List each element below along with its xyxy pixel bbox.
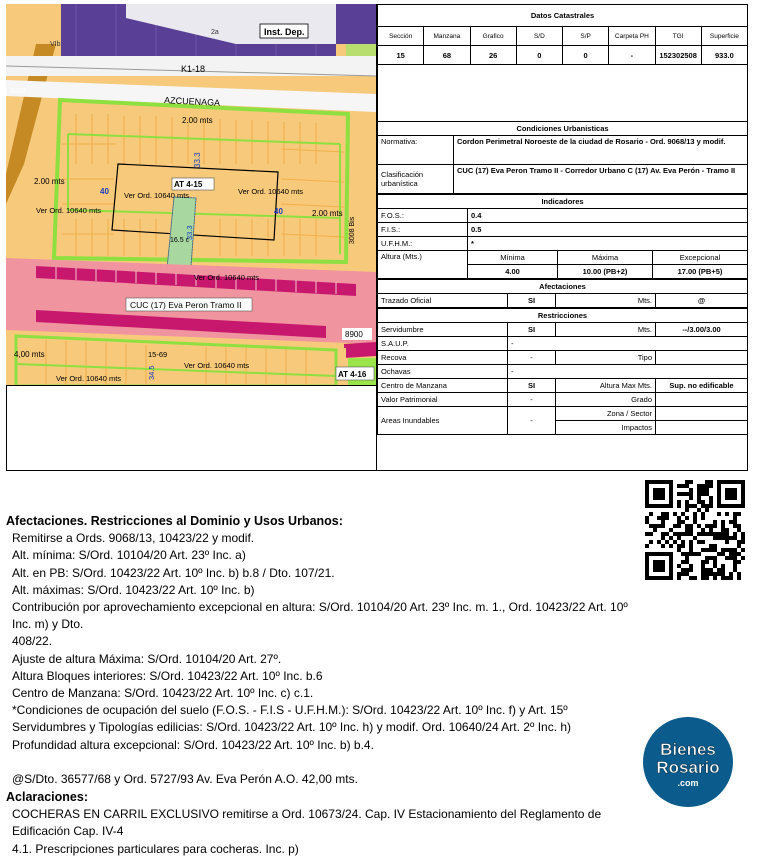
catastral-title: Datos Catastrales (378, 4, 748, 27)
tipo-value (656, 351, 748, 365)
cat-header: S/D (516, 27, 562, 46)
logo-line2: Rosario (656, 758, 720, 777)
label-ver-ord-mid: Ver Ord. 10640 mts (194, 273, 260, 282)
trazado-mts-label: Mts. (556, 294, 656, 308)
fos-value: 0.4 (468, 209, 748, 223)
note-line: Alt. mínima: S/Ord. 10104/20 Art. 23º Inc. a) (12, 548, 246, 563)
label-3008-bis: 3008 Bis (349, 216, 356, 244)
label-2a: 2a (211, 29, 219, 36)
serv-mts-value: --/3.00/3.00 (656, 323, 748, 337)
cat-value: 933.0 (701, 46, 747, 65)
clasif-label-2: urbanística (381, 179, 418, 188)
note-line: Contribución por aprovechamiento excepcional en altura: S/Ord. 10104/20 Art. 23º Inc. m. 1., Ord. 10423/22 Art. 10º Inc. m) y Dto. (12, 600, 628, 632)
label-inst-dep: Inst. Dep. (264, 27, 305, 37)
cat-value: 0 (516, 46, 562, 65)
vp-value: - (508, 393, 556, 407)
cadastral-data-panel (377, 4, 748, 435)
dto-line: @S/Dto. 36577/68 y Ord. 5727/93 Av. Eva Perón A.O. 42,00 mts. (12, 771, 358, 786)
trazado-mts-value: @ (656, 294, 748, 308)
note-line: Ajuste de altura Máxima: S/Ord. 10104/20 Art. 27º. (12, 651, 282, 666)
label-2mts-right: 2.00 mts (312, 209, 343, 218)
label-ver-ord-bottom: Ver Ord. 10640 mts (184, 361, 250, 370)
note-line: 408/22. (12, 634, 53, 649)
qr-code[interactable] (645, 480, 745, 580)
logo-line3: .com (677, 778, 699, 788)
label-cuc: CUC (17) Eva Peron Tramo II (130, 300, 242, 310)
street-azcuenaga: AZCUENAGA (163, 95, 221, 108)
label-ver-ord-left: Ver Ord. 10640 mts (36, 206, 102, 215)
cat-value: - (609, 46, 655, 65)
cat-header: TGI (655, 27, 701, 46)
ufhm-label: U.F.H.M.: (378, 237, 468, 251)
altura-exc-value: 17.00 (PB+5) (653, 265, 748, 279)
impactos-label: Impactos (556, 421, 656, 435)
altura-label: Altura (Mts.) (378, 251, 468, 279)
tipo-label: Tipo (556, 351, 656, 365)
cm-label: Centro de Manzana (378, 379, 508, 393)
logo-line1: Bienes (660, 740, 716, 759)
label-vib: VIb (50, 41, 61, 48)
ochavas-value: - (508, 365, 748, 379)
restricciones-table (377, 308, 748, 435)
label-34-5: 34.5 (147, 365, 156, 380)
cat-header: S/P (563, 27, 609, 46)
cat-value: 152302508 (655, 46, 701, 65)
restricciones-title: Restricciones (378, 309, 748, 323)
label-2mts-left: 2.00 mts (34, 177, 65, 186)
grado-label: Grado (556, 393, 656, 407)
clasif-value: CUC (17) Eva Peron Tramo II - Corredor Urbano C (17) Av. Eva Perón - Tramo II (454, 165, 748, 194)
label-33-3: 33.3 (193, 152, 202, 168)
cat-value: 15 (378, 46, 424, 65)
clasif-label-1: Clasificación (381, 170, 424, 179)
fos-label: F.O.S.: (378, 209, 468, 223)
indicadores-table (377, 194, 748, 279)
trazado-value: SI (508, 294, 556, 308)
cm-value: SI (508, 379, 556, 393)
normativa-value: Cordon Perimetral Noroeste de la ciudad de Rosario - Ord. 9068/13 y modif. (454, 136, 748, 165)
cadastral-map[interactable] (6, 4, 377, 386)
aclaraciones-heading: Aclaraciones: (6, 790, 88, 805)
afectaciones-title: Afectaciones (378, 280, 748, 294)
notes-lines (6, 530, 646, 754)
cat-value: 0 (563, 46, 609, 65)
notes-section (6, 513, 646, 858)
note-line: Remitirse a Ords. 9068/13, 10423/22 y modif. (12, 531, 255, 546)
cat-header: Superficie (701, 27, 747, 46)
label-ver-ord-bottom2: Ver Ord. 10640 mts (56, 374, 122, 383)
ai-value: - (508, 407, 556, 435)
label-15-69: 15-69 (148, 350, 168, 359)
urbanisticas-table (377, 121, 748, 194)
blank-area (378, 65, 748, 122)
label-40b: 40 (274, 207, 283, 216)
map-svg (6, 4, 377, 386)
trazado-label: Trazado Oficial (378, 294, 508, 308)
serv-value: SI (508, 323, 556, 337)
label-ver-ord-c2: Ver Ord. 10640 mts (238, 187, 304, 196)
cat-header: Carpeta PH (609, 27, 655, 46)
cat-header: Sección (378, 27, 424, 46)
note-line: Profundidad altura excepcional: S/Ord. 10423/22 Art. 10º Inc. b) b.4. (12, 737, 374, 752)
note-line: Altura Bloques interiores: S/Ord. 10423/22 Art. 10º Inc. b.6 (12, 668, 323, 683)
label-k118: K1-18 (181, 64, 206, 74)
altura-min-label: Mínima (468, 251, 558, 265)
recova-value: - (508, 351, 556, 365)
label-16-5: 16.5 c (170, 237, 190, 244)
label-4mts: 4,00 mts (14, 350, 45, 359)
altura-exc-label: Excepcional (653, 251, 748, 265)
serv-label: Servidumbre (378, 323, 508, 337)
note-line: Alt. máximas: S/Ord. 10423/22 Art. 10º Inc. b) (12, 582, 255, 597)
label-40a: 40 (100, 187, 109, 196)
urbanisticas-title: Condiciones Urbanisticas (378, 122, 748, 136)
bienes-rosario-logo[interactable] (642, 716, 734, 808)
ufhm-value: * (468, 237, 748, 251)
aclaracion-line: 4.1. Prescripciones particulares para cocheras. Inc. p) (12, 841, 299, 856)
fis-label: F.I.S.: (378, 223, 468, 237)
serv-mts-label: Mts. (556, 323, 656, 337)
catastral-table (377, 4, 748, 121)
altura-min-value: 4.00 (468, 265, 558, 279)
indicadores-title: Indicadores (378, 195, 748, 209)
cat-header: Manzana (424, 27, 470, 46)
label-2mts-top: 2.00 mts (182, 116, 213, 125)
note-line: Alt. en PB: S/Ord. 10423/22 Art. 10º Inc. b) b.8 / Dto. 107/21. (12, 565, 335, 580)
saup-label: S.A.U.P. (378, 337, 508, 351)
normativa-label: Normativa: (378, 136, 454, 165)
cat-value: 68 (424, 46, 470, 65)
note-line: *Condiciones de ocupación del suelo (F.O.S. - F.I.S - U.F.H.M.): S/Ord. 10423/22 Art. 10º Inc. f) y Art. 15º (12, 703, 568, 718)
label-9100: 9100 (10, 88, 26, 95)
grado-value (656, 393, 748, 407)
label-ver-ord-c1: Ver Ord. 10640 mts (124, 191, 190, 200)
zona-label: Zona / Sector (556, 407, 656, 421)
label-at415: AT 4-15 (174, 180, 203, 189)
ai-label: Areas Inundables (378, 407, 508, 435)
note-line: Servidumbres y Tipologías edilicias: S/Ord. 10423/22 Art. 10º Inc. h) y modif. Ord. 10640/24 Art. 2º Inc. h) (12, 720, 572, 735)
recova-label: Recova (378, 351, 508, 365)
altura-max-value: 10.00 (PB+2) (558, 265, 653, 279)
altura-max-label: Máxima (558, 251, 653, 265)
cat-value: 26 (470, 46, 516, 65)
impactos-value (656, 421, 748, 435)
aclaraciones-lines (6, 806, 646, 858)
afectaciones-table (377, 279, 748, 308)
note-line: Centro de Manzana: S/Ord. 10423/22 Art. 10º Inc. c) c.1. (12, 686, 314, 701)
notes-heading: Afectaciones. Restricciones al Dominio y Usos Urbanos: (6, 514, 343, 528)
label-33-3b: 33.3 (185, 225, 194, 240)
aclaracion-line: COCHERAS EN CARRIL EXCLUSIVO remitirse a Ord. 10673/24. Cap. IV Estacionamiento del Reglamento de Edificación Cap. IV-4 (12, 807, 602, 839)
altmax-value: Sup. no edificable (656, 379, 748, 393)
label-at416: AT 4-16 (338, 370, 367, 379)
label-8900: 8900 (345, 330, 363, 339)
altmax-label: Altura Max Mts. (556, 379, 656, 393)
ochavas-label: Ochavas (378, 365, 508, 379)
saup-value: - (508, 337, 748, 351)
fis-value: 0.5 (468, 223, 748, 237)
zona-value (656, 407, 748, 421)
logo-svg (642, 716, 734, 808)
cat-header: Grafico (470, 27, 516, 46)
vp-label: Valor Patrimonial (378, 393, 508, 407)
